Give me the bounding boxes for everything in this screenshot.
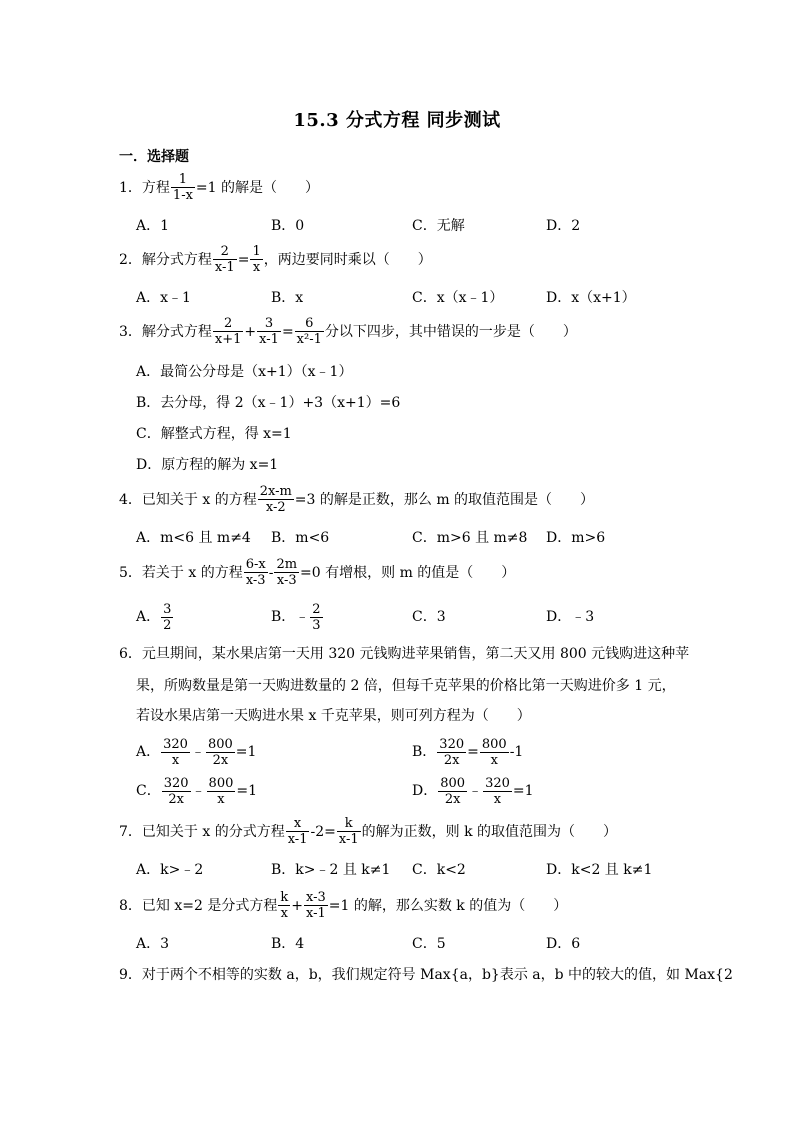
question-7: 7．已知关于 x 的分式方程 $\frac{x}{x-1}$ -2= $\frac{k}{x-1}$ 的解为正数，则 k 的取值范围为（ ） [119,816,618,847]
step-c[interactable]: C．解整式方程，得 x=1 [136,426,292,442]
step-b[interactable]: B．去分母，得 2（x﹣1）+3（x+1）=6 [136,395,401,411]
option-a[interactable]: A．x﹣1 [136,290,191,306]
fraction: $\frac{k}{x-1}$ [338,816,359,847]
option-c[interactable]: C．x（x﹣1） [412,290,504,306]
step-d[interactable]: D．原方程的解为 x=1 [136,457,279,473]
option-b[interactable]: B．k>﹣2 且 k≠1 [271,862,391,878]
option-c[interactable]: C．3 [412,609,446,625]
page-title: 15.3 分式方程 同步测试 [293,110,501,131]
option-b[interactable]: B．4 [271,936,305,952]
question-3: 3．解分式方程 $\frac{2}{x+1}$ + $\frac{3}{x-1}$ = $\frac{6}{\text{x²-1}}$ 分以下四步，其中错误的一步是（ ） [119,316,577,347]
fraction: $\frac{2}{x-1}$ [214,244,235,275]
question-5: 5．若关于 x 的方程 $\frac{6-x}{x-3}$ - $\frac{2m}{x-3}$ =0 有增根，则 m 的值是（ ） [119,557,516,588]
question-4: 4．已知关于 x 的方程 $\frac{2x-m}{x-2}$ =3 的解是正数，那么 m 的取值范围是（ ） [119,484,595,515]
fraction: $\frac{2}{x+1}$ [214,316,242,347]
option-d[interactable]: D． $\frac{800}{2x}$ ﹣ $\frac{320}{x}$ =1 [412,775,534,807]
option-b[interactable]: B．m<6 [271,530,330,546]
option-a[interactable]: A．k>﹣2 [136,862,204,878]
option-c[interactable]: C．无解 [412,218,465,234]
fraction: $\frac{2m}{x-3}$ [276,557,298,588]
option-d[interactable]: D．2 [546,218,581,234]
option-d[interactable]: D．6 [546,936,581,952]
option-a[interactable]: A． $\frac{320}{x}$ ﹣ $\frac{800}{2x}$ =1 [136,736,257,768]
fraction: $\frac{1}{x}$ [252,244,261,275]
fraction: $\frac{x}{x-1}$ [287,816,308,847]
option-d[interactable]: D．m>6 [546,530,606,546]
option-d[interactable]: D．x（x+1） [546,290,636,306]
option-b[interactable]: B． $\frac{320}{2x}$ = $\frac{800}{x}$ -1 [412,736,524,768]
question-6-line-2: 果，所购数量是第一天购进数量的 2 倍，但每千克苹果的价格比第一天购进价多 1 元， [136,678,676,694]
option-b[interactable]: B．﹣ $\frac{2}{3}$ [271,601,321,633]
fraction: $\frac{1}{1-x}$ [172,172,193,203]
option-c[interactable]: C．m>6 且 m≠8 [412,530,528,546]
option-b[interactable]: B．0 [271,218,305,234]
fraction: $\frac{k}{x}$ [280,890,289,921]
question-9: 9．对于两个不相等的实数 a，b，我们规定符号 Max{a，b}表示 a，b 中的较大的值，如 Max{2 [119,967,733,983]
option-c[interactable]: C．k<2 [412,862,466,878]
fraction: $\frac{6}{\text{x²-1}}$ [296,316,322,347]
fraction: $\frac{3}{x-1}$ [259,316,279,347]
option-a[interactable]: A．m<6 且 m≠4 [136,530,251,546]
question-6-line-1: 6．元旦期间，某水果店第一天用 320 元钱购进苹果销售，第二天又用 800 元钱购进这种苹 [119,646,690,662]
option-a[interactable]: A． $\frac{3}{2}$ [136,601,172,633]
step-a[interactable]: A．最简公分母是（x+1）（x﹣1） [136,364,353,380]
fraction: $\frac{6-x}{x-3}$ [245,557,266,588]
question-1: 1．方程 $\frac{1}{1-x}$ =1 的解是（ ） [119,172,320,203]
section-heading: 一．选择题 [119,149,189,165]
fraction: $\frac{2x-m}{x-2}$ [259,484,292,515]
option-b[interactable]: B．x [271,290,304,306]
option-d[interactable]: D．k<2 且 k≠1 [546,862,653,878]
option-d[interactable]: D．﹣3 [546,609,595,625]
question-6-line-3: 若设水果店第一天购进水果 x 千克苹果，则可列方程为（ ） [136,708,531,724]
fraction: $\frac{x-3}{x-1}$ [305,890,326,921]
option-a[interactable]: A．1 [136,218,170,234]
option-c[interactable]: C． $\frac{320}{2x}$ ﹣ $\frac{800}{x}$ =1 [136,775,258,807]
question-2: 2．解分式方程 $\frac{2}{x-1}$ = $\frac{1}{x}$ ，两边要同时乘以（ ） [119,244,432,275]
option-c[interactable]: C．5 [412,936,446,952]
option-a[interactable]: A．3 [136,936,170,952]
question-8: 8．已知 x=2 是分式方程 $\frac{k}{x}$ + $\frac{x-3}{x-1}$ =1 的解，那么实数 k 的值为（ ） [119,890,568,921]
